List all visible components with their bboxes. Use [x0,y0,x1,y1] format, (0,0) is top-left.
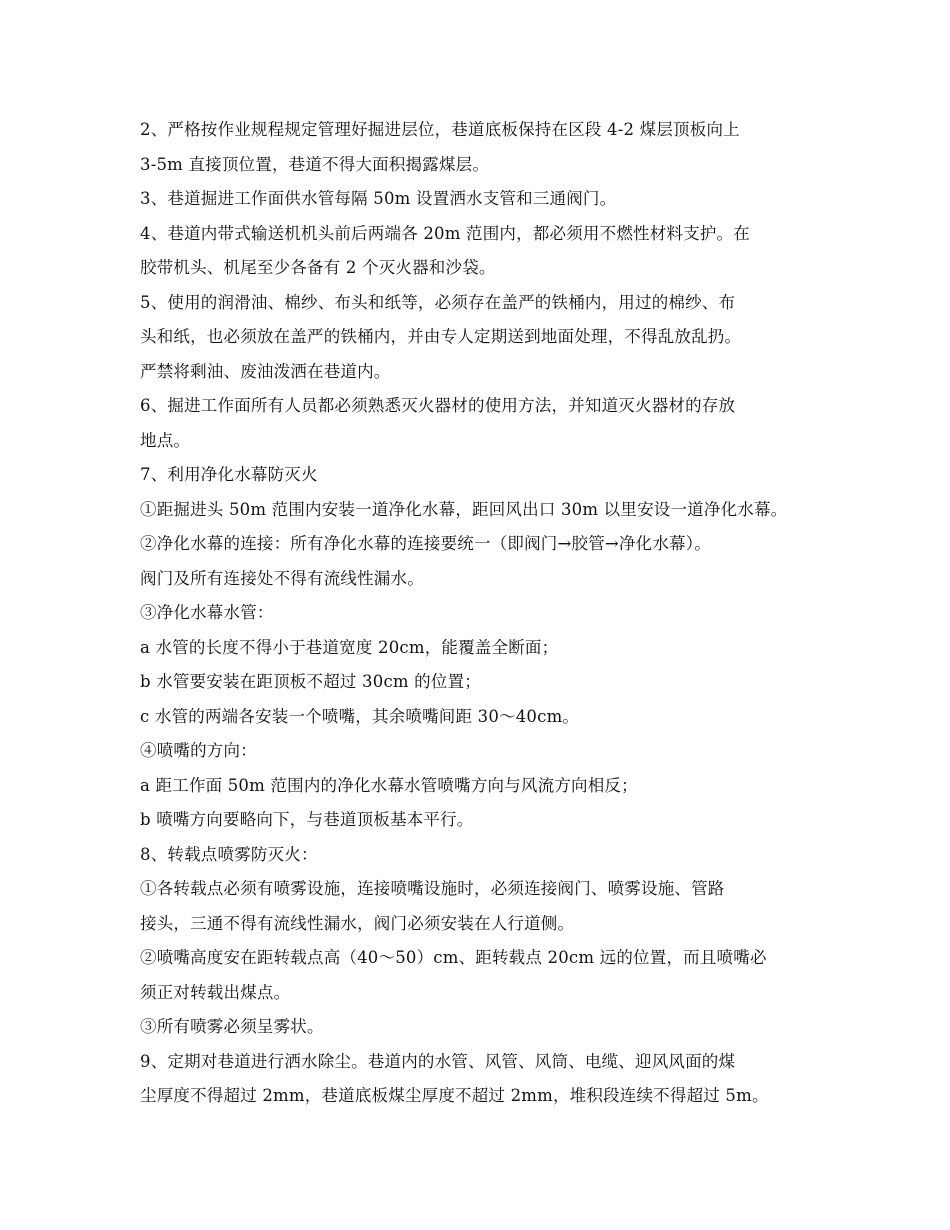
text-line: 7、利用净化水幕防灭火 [140,465,318,484]
text-line: 4、巷道内带式输送机机头前后两端各 20m 范围内，都必须用不燃性材料支护。在 [140,223,750,243]
text-line: 8、转载点喷雾防灭火： [140,844,318,864]
text-line: c 水管的两端各安装一个喷嘴，其余喷嘴间距 30～40cm。 [140,706,580,726]
text-line: 阀门及所有连接处不得有流线性漏水。 [140,568,424,588]
text-line: 2、严格按作业规程规定管理好掘进层位，巷道底板保持在区段 4-2 煤层顶板向上 [140,120,740,139]
text-line: 接头，三通不得有流线性漏水，阀门必须安装在人行道侧。 [140,913,575,933]
text-line: 尘厚度不得超过 2mm，巷道底板煤尘厚度不超过 2mm，堆积段连续不得超过 5m。 [140,1086,769,1105]
text-line: 严禁将剩油、废油泼洒在巷道内。 [140,361,391,381]
text-line: 3-5m 直接顶位置，巷道不得大面积揭露煤层。 [140,154,490,174]
text-line: b 水管要安装在距顶板不超过 30cm 的位置； [140,672,481,691]
text-line: 头和纸，也必须放在盖严的铁桶内，并由专人定期送到地面处理，不得乱放乱扔。 [140,327,742,346]
text-line: 须正对转载出煤点。 [140,982,291,1002]
text-line: 9、定期对巷道进行洒水除尘。巷道内的水管、风管、风筒、电缆、迎风风面的煤 [140,1051,736,1071]
text-line: b 喷嘴方向要略向下，与巷道顶板基本平行。 [140,810,474,829]
text-line: 地点。 [140,430,191,450]
text-line: a 距工作面 50m 范围内的净化水幕水管喷嘴方向与风流方向相反； [140,775,638,795]
text-line: ①距掘进头 50m 范围内安装一道净化水幕，距回风出口 30m 以里安设一道净化水幕。 [140,499,788,519]
text-line: ①各转载点必须有喷雾设施，连接喷嘴设施时，必须连接阀门、喷雾设施、管路 [140,879,725,898]
text-line: ④喷嘴的方向： [140,741,257,760]
text-line: 3、巷道掘进工作面供水管每隔 50m 设置洒水支管和三通阀门。 [140,189,617,208]
text-line: 5、使用的润滑油、棉纱、布头和纸等，必须存在盖严的铁桶内，用过的棉纱、布 [140,292,736,312]
text-line: ②净化水幕的连接：所有净化水幕的连接要统一（即阀门→胶管→净化水幕）。 [140,534,711,553]
document-body [140,113,830,1114]
text-line: ③所有喷雾必须呈雾状。 [140,1017,324,1036]
text-line: 胶带机头、机尾至少各备有 2 个灭火器和沙袋。 [140,258,496,277]
text-line: 6、掘进工作面所有人员都必须熟悉灭火器材的使用方法，并知道灭火器材的存放 [140,396,736,415]
text-line: ③净化水幕水管： [140,603,274,622]
text-line: ②喷嘴高度安在距转载点高（40～50）cm、距转载点 20cm 远的位置，而且喷嘴必 [140,948,767,967]
text-line: a 水管的长度不得小于巷道宽度 20cm，能覆盖全断面； [140,637,559,657]
